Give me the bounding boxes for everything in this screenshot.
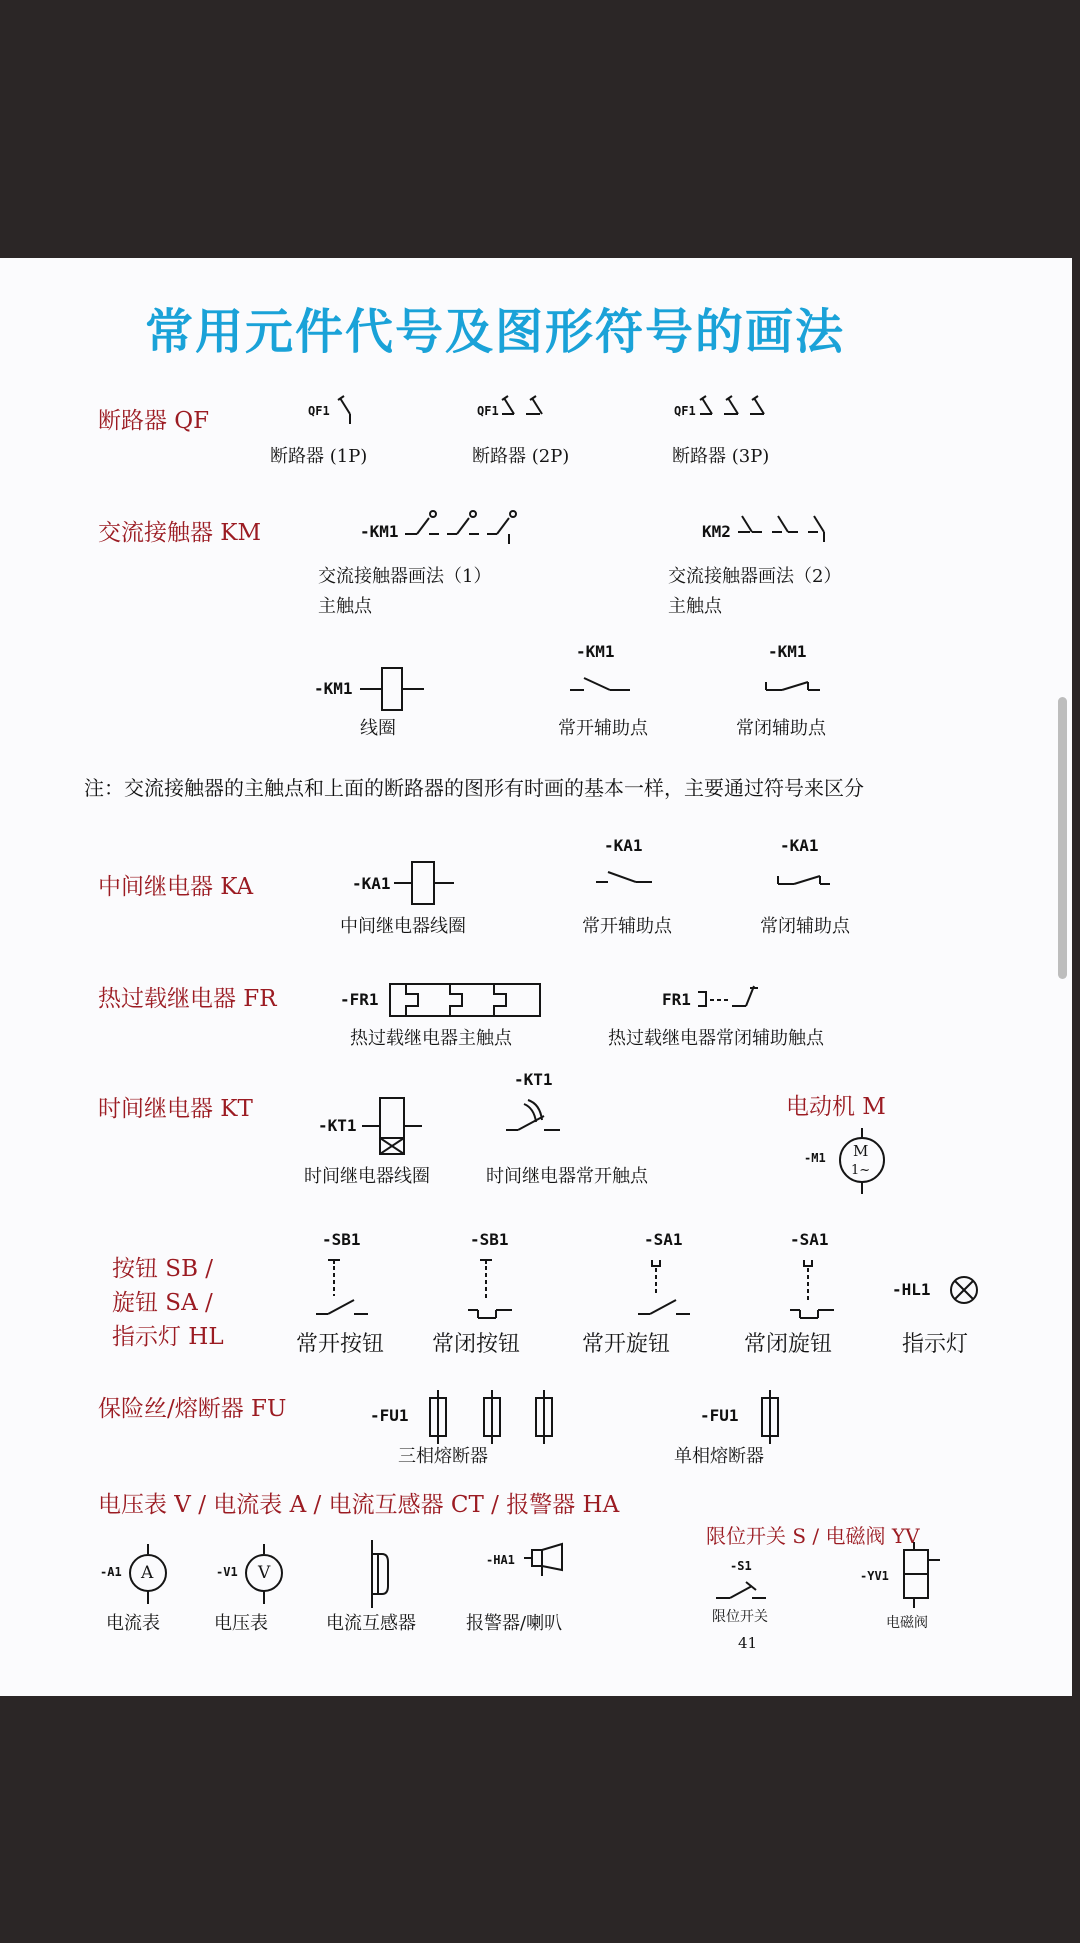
thermal-nc-caption: 热过载继电器常闭辅助触点 <box>608 1028 824 1049</box>
voltmeter-caption: 电压表 <box>214 1613 268 1634</box>
heading-relay: 中间继电器 KA <box>98 874 254 900</box>
fuse-single-phase-symbol <box>752 1388 792 1448</box>
pushbutton-no-caption: 常开按钮 <box>296 1332 385 1357</box>
contactor-coil-symbol <box>360 664 430 714</box>
sb1-no-tag: -SB1 <box>322 1230 361 1249</box>
alarm-tag: -HA1 <box>486 1553 515 1567</box>
knob-no-caption: 常开旋钮 <box>582 1332 671 1357</box>
solenoid-valve-symbol <box>896 1540 956 1610</box>
sa1-no-tag: -SA1 <box>644 1230 683 1249</box>
heading-breaker: 断路器 QF <box>98 408 210 434</box>
contactor-main-symbol-1 <box>405 508 525 548</box>
km1-nc-tag: -KM1 <box>768 642 807 661</box>
current-transformer-caption: 电流互感器 <box>326 1613 416 1634</box>
contactor-no-aux-caption: 常开辅助点 <box>558 718 648 739</box>
thermal-main-caption: 热过载继电器主触点 <box>350 1028 512 1049</box>
km1-main-tag: -KM1 <box>360 522 399 541</box>
contactor-main1-sub: 主触点 <box>318 596 372 617</box>
limit-switch-tag: -S1 <box>730 1559 752 1573</box>
fuse-three-phase-symbol <box>420 1388 570 1448</box>
knob-nc-caption: 常闭旋钮 <box>744 1332 833 1357</box>
motor-letter: M <box>853 1142 869 1160</box>
limit-switch-symbol <box>716 1574 776 1610</box>
page-number: 41 <box>738 1634 758 1652</box>
contactor-main2-caption: 交流接触器画法（2） <box>668 566 842 587</box>
sa1-nc-tag: -SA1 <box>790 1230 829 1249</box>
breaker-2p-symbol <box>500 390 570 430</box>
heading-indicator: 指示灯 HL <box>112 1324 224 1350</box>
timer-coil-caption: 时间继电器线圈 <box>304 1166 430 1187</box>
ka1-coil-tag: -KA1 <box>352 874 391 893</box>
ka1-no-tag: -KA1 <box>604 836 643 855</box>
timer-no-symbol <box>506 1094 576 1144</box>
heading-knob: 旋钮 SA / <box>112 1290 213 1316</box>
document-page <box>0 258 1072 1696</box>
limit-switch-caption: 限位开关 <box>712 1609 768 1625</box>
relay-no-symbol <box>596 862 666 892</box>
pushbutton-nc-symbol <box>468 1256 528 1326</box>
solenoid-valve-caption: 电磁阀 <box>886 1615 928 1631</box>
relay-nc-symbol <box>776 862 846 892</box>
kt1-coil-tag: -KT1 <box>318 1116 357 1135</box>
solenoid-valve-tag: -YV1 <box>860 1569 889 1583</box>
scrollbar[interactable] <box>1058 697 1067 979</box>
heading-timer: 时间继电器 KT <box>98 1096 253 1122</box>
fr1-main-tag: -FR1 <box>340 990 379 1009</box>
voltmeter-letter: V <box>258 1563 271 1583</box>
thermal-nc-symbol <box>696 980 766 1020</box>
motor-tag: -M1 <box>804 1151 826 1165</box>
indicator-lamp-symbol <box>946 1272 986 1312</box>
fu1-three-tag: -FU1 <box>370 1406 409 1425</box>
breaker-2p-caption: 断路器 (2P) <box>472 446 570 467</box>
heading-thermal: 热过载继电器 FR <box>98 986 277 1012</box>
contactor-main2-sub: 主触点 <box>668 596 722 617</box>
heading-button: 按钮 SB / <box>112 1256 214 1282</box>
thermal-main-symbol <box>388 980 548 1020</box>
voltmeter-tag: -V1 <box>216 1565 238 1579</box>
alarm-horn-symbol <box>522 1540 582 1580</box>
heading-fuse: 保险丝/熔断器 FU <box>98 1396 287 1422</box>
current-transformer-symbol <box>358 1538 398 1610</box>
timer-coil-symbol <box>362 1094 432 1158</box>
kt1-no-tag: -KT1 <box>514 1070 553 1089</box>
km1-coil-tag: -KM1 <box>314 679 353 698</box>
alarm-horn-caption: 报警器/喇叭 <box>466 1613 563 1634</box>
knob-nc-symbol <box>790 1256 850 1326</box>
fr1-nc-tag: FR1 <box>662 990 691 1009</box>
fuse-three-phase-caption: 三相熔断器 <box>398 1446 488 1467</box>
breaker-1p-caption: 断路器 (1P) <box>270 446 368 467</box>
qf1-1p-tag: QF1 <box>308 404 330 418</box>
heading-contactor: 交流接触器 KM <box>98 520 262 546</box>
page-title: 常用元件代号及图形符号的画法 <box>145 304 846 360</box>
contactor-main1-caption: 交流接触器画法（1） <box>318 566 492 587</box>
relay-coil-symbol <box>394 858 464 908</box>
ammeter-caption: 电流表 <box>106 1613 160 1634</box>
contactor-coil-caption: 线圈 <box>360 718 396 739</box>
fuse-single-phase-caption: 单相熔断器 <box>674 1446 764 1467</box>
ammeter-tag: -A1 <box>100 1565 122 1579</box>
relay-no-caption: 常开辅助点 <box>582 916 672 937</box>
contactor-note: 注：交流接触器的主触点和上面的断路器的图形有时画的基本一样，主要通过符号来区分 <box>84 776 864 800</box>
contactor-no-aux-symbol <box>570 668 640 698</box>
ka1-nc-tag: -KA1 <box>780 836 819 855</box>
breaker-1p-symbol <box>336 390 376 430</box>
pushbutton-no-symbol <box>316 1256 376 1326</box>
sb1-nc-tag: -SB1 <box>470 1230 509 1249</box>
km2-main-tag: KM2 <box>702 522 731 541</box>
contactor-nc-aux-symbol <box>764 668 834 698</box>
motor-phase: 1~ <box>851 1163 871 1178</box>
km1-no-tag: -KM1 <box>576 642 615 661</box>
hl1-tag: -HL1 <box>892 1280 931 1299</box>
qf1-3p-tag: QF1 <box>674 404 696 418</box>
fu1-single-tag: -FU1 <box>700 1406 739 1425</box>
relay-nc-caption: 常闭辅助点 <box>760 916 850 937</box>
pushbutton-nc-caption: 常闭按钮 <box>432 1332 521 1357</box>
ammeter-letter: A <box>141 1563 154 1583</box>
qf1-2p-tag: QF1 <box>477 404 499 418</box>
knob-no-symbol <box>638 1256 698 1326</box>
heading-meters: 电压表 V / 电流表 A / 电流互感器 CT / 报警器 HA <box>98 1492 620 1518</box>
heading-motor: 电动机 M <box>786 1094 886 1120</box>
relay-coil-caption: 中间继电器线圈 <box>340 916 466 937</box>
heading-limit: 限位开关 S / 电磁阀 YV <box>706 1524 920 1548</box>
timer-no-caption: 时间继电器常开触点 <box>486 1166 648 1187</box>
contactor-nc-aux-caption: 常闭辅助点 <box>736 718 826 739</box>
indicator-lamp-caption: 指示灯 <box>902 1332 969 1357</box>
contactor-main-symbol-2 <box>738 508 858 548</box>
breaker-3p-caption: 断路器 (3P) <box>672 446 770 467</box>
breaker-3p-symbol <box>698 390 788 430</box>
